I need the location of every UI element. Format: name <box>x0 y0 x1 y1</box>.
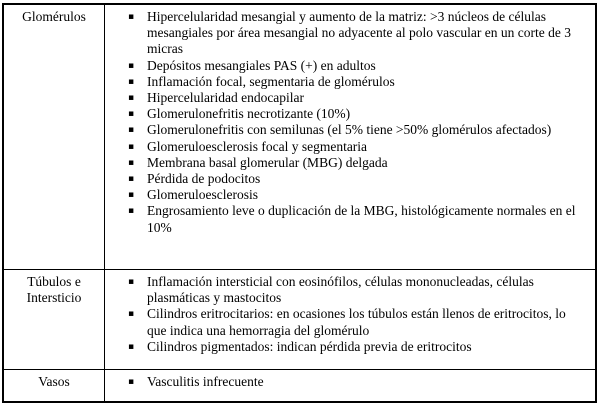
list-item <box>128 187 587 203</box>
bullet-list <box>128 9 587 236</box>
list-item <box>128 306 587 338</box>
list-item <box>128 122 587 138</box>
list-item <box>128 106 587 122</box>
bullet-icon: ▪ <box>128 12 135 22</box>
list-item <box>128 90 587 106</box>
list-item-text: Vasculitis infrecuente <box>147 374 264 389</box>
list-item <box>128 9 587 58</box>
table-row <box>4 370 595 401</box>
list-item <box>128 274 587 306</box>
bullet-icon: ▪ <box>128 157 135 168</box>
list-item <box>128 203 587 235</box>
list-item-text: Cilindros eritrocitarios: en ocasiones los túbulos están llenos de eritrocitos, lo que indica una hemorragia del glomérulo <box>147 306 566 338</box>
table-row <box>4 270 595 370</box>
list-item-text: Glomeruloesclerosis focal y segmentaria <box>147 138 368 154</box>
row-header-glomerulos: Glomérulos <box>4 5 105 269</box>
list-item <box>128 374 587 390</box>
bullet-list <box>128 274 587 355</box>
bullet-icon: ▪ <box>128 377 135 387</box>
list-item-text: Inflamación focal, segmentaria de glomérulos <box>147 73 395 89</box>
list-item <box>128 74 587 90</box>
row-header-vasos: Vasos <box>4 370 105 401</box>
list-item-text: Hipercelularidad endocapilar <box>147 90 305 106</box>
bullet-icon: ▪ <box>128 76 135 87</box>
list-item <box>128 339 587 355</box>
list-item-text: Depósitos mesangiales PAS (+) en adultos <box>147 57 376 73</box>
bullet-icon: ▪ <box>128 141 135 152</box>
list-item <box>128 171 587 187</box>
bullet-list <box>128 374 587 390</box>
list-item-text: Cilindros pigmentados: indican pérdida previa de eritrocitos <box>147 338 472 354</box>
list-item-text: Glomerulonefritis necrotizante (10%) <box>147 106 351 122</box>
list-item <box>128 58 587 74</box>
bullet-icon: ▪ <box>128 190 135 201</box>
list-item-text: Membrana basal glomerular (MBG) delgada <box>147 154 388 170</box>
bullet-icon: ▪ <box>128 93 135 104</box>
list-item-text: Glomeruloesclerosis <box>147 187 258 203</box>
bullet-icon: ▪ <box>128 277 135 287</box>
table-row <box>4 5 595 270</box>
bullet-icon: ▪ <box>128 341 135 352</box>
list-item-text: Pérdida de podocitos <box>147 171 261 187</box>
list-item-text: Inflamación intersticial con eosinófilos, células mononucleadas, células plasmáticas y mastocitos <box>147 274 534 306</box>
bullet-icon: ▪ <box>128 125 135 136</box>
pathology-findings-table <box>2 3 597 403</box>
row-header-tubulos-intersticio: Túbulos e Intersticio <box>4 270 105 369</box>
list-item <box>128 155 587 171</box>
list-item <box>128 139 587 155</box>
row-content-vasos <box>105 370 595 401</box>
bullet-icon: ▪ <box>128 174 135 185</box>
list-item-text: Hipercelularidad mesangial y aumento de la matriz: >3 núcleos de células mesangiales por área mesangial no adyacente al polo vascular en un corte de 3 micras <box>147 9 571 57</box>
bullet-icon: ▪ <box>128 109 135 120</box>
list-item-text: Engrosamiento leve o duplicación de la MBG, histológicamente normales en el 10% <box>147 203 576 235</box>
bullet-icon: ▪ <box>128 60 135 71</box>
bullet-icon: ▪ <box>128 206 135 217</box>
bullet-icon: ▪ <box>128 309 135 320</box>
row-content-tubulos-intersticio <box>105 270 595 369</box>
list-item-text: Glomerulonefritis con semilunas (el 5% tiene >50% glomérulos afectados) <box>147 122 552 138</box>
row-content-glomerulos <box>105 5 595 269</box>
